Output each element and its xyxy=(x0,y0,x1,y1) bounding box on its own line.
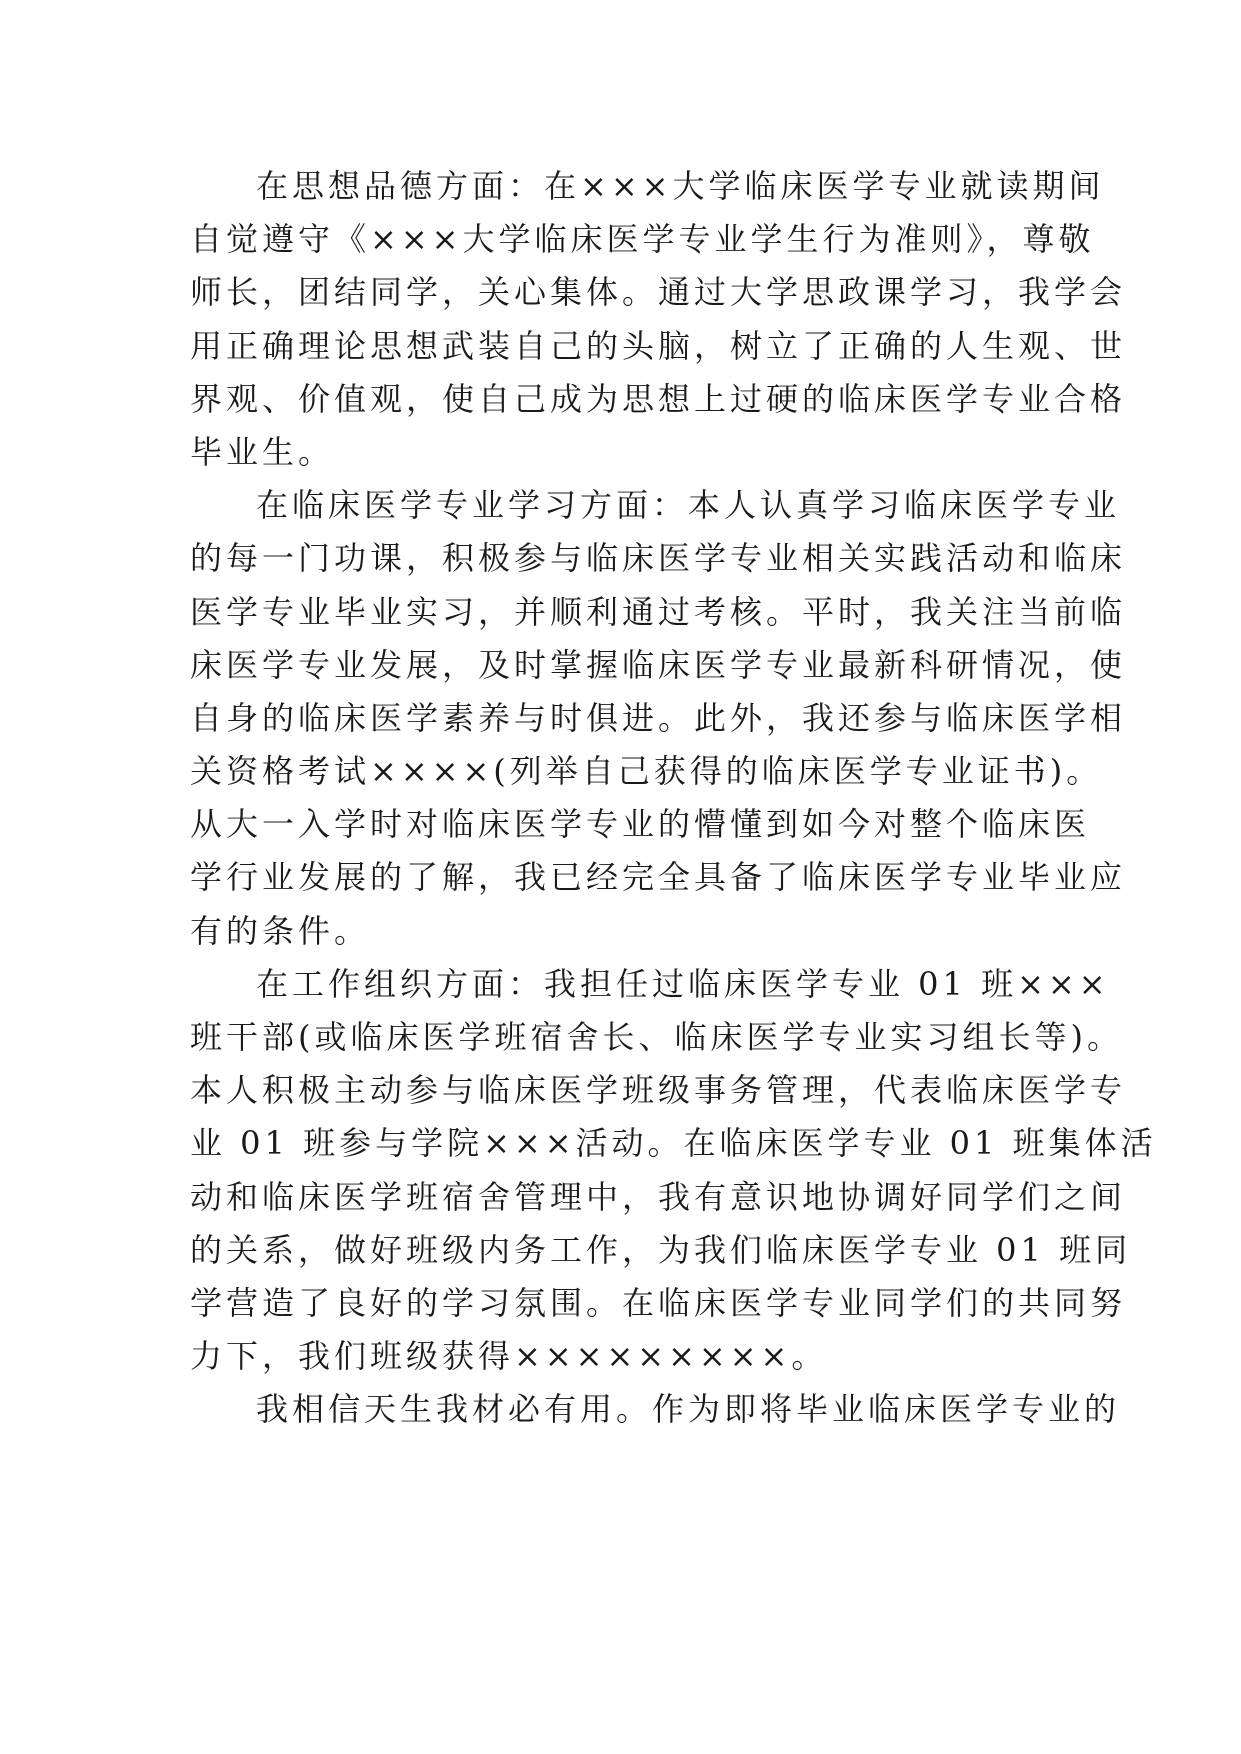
text-line: 我相信天生我材必有用。作为即将毕业临床医学专业的 xyxy=(256,1390,1121,1429)
text-line: 关资格考试××××(列举自己获得的临床医学专业证书)。 xyxy=(190,752,1103,791)
text-line: 班干部(或临床医学班宿舍长、临床医学专业实习组长等)。 xyxy=(190,1018,1123,1056)
text-line: 床医学专业发展，及时掌握临床医学专业最新科研情况，使 xyxy=(190,645,1127,684)
text-line: 本人积极主动参与临床医学班级事务管理，代表临床医学专 xyxy=(190,1071,1127,1110)
text-line: 用正确理论思想武装自己的头脑，树立了正确的人生观、世 xyxy=(190,326,1127,365)
document-body xyxy=(190,160,1157,1437)
text-line: 在工作组织方面：我担任过临床医学专业 01 班××× xyxy=(256,964,1110,1003)
text-line: 从大一入学时对临床医学专业的懵懂到如今对整个临床医 xyxy=(190,805,1091,844)
text-line: 的关系，做好班级内务工作，为我们临床医学专业 01 班同 xyxy=(190,1230,1132,1269)
text-line: 毕业生。 xyxy=(190,432,335,471)
text-line: 医学专业毕业实习，并顺利通过考核。平时，我关注当前临 xyxy=(190,592,1127,631)
text-line: 的每一门功课，积极参与临床医学专业相关实践活动和临床 xyxy=(190,539,1127,578)
text-line: 学营造了良好的学习氛围。在临床医学专业同学们的共同努 xyxy=(190,1283,1127,1322)
text-line: 动和临床医学班宿舍管理中，我有意识地协调好同学们之间 xyxy=(190,1177,1127,1216)
text-line: 业 01 班参与学院×××活动。在临床医学专业 01 班集体活 xyxy=(190,1124,1157,1163)
text-line: 师长，团结同学，关心集体。通过大学思政课学习，我学会 xyxy=(190,273,1127,312)
text-line: 有的条件。 xyxy=(190,911,371,950)
text-line: 自觉遵守《×××大学临床医学专业学生行为准则》，尊敬 xyxy=(190,220,1095,259)
text-line: 力下，我们班级获得×××××××××。 xyxy=(190,1337,828,1376)
text-line: 在思想品德方面：在×××大学临床医学专业就读期间 xyxy=(256,167,1105,205)
text-line: 自身的临床医学素养与时俱进。此外，我还参与临床医学相 xyxy=(190,698,1127,737)
text-line: 在临床医学专业学习方面：本人认真学习临床医学专业 xyxy=(256,486,1121,525)
text-line: 学行业发展的了解，我已经完全具备了临床医学专业毕业应 xyxy=(190,858,1127,897)
text-line: 界观、价值观，使自己成为思想上过硬的临床医学专业合格 xyxy=(190,379,1127,418)
